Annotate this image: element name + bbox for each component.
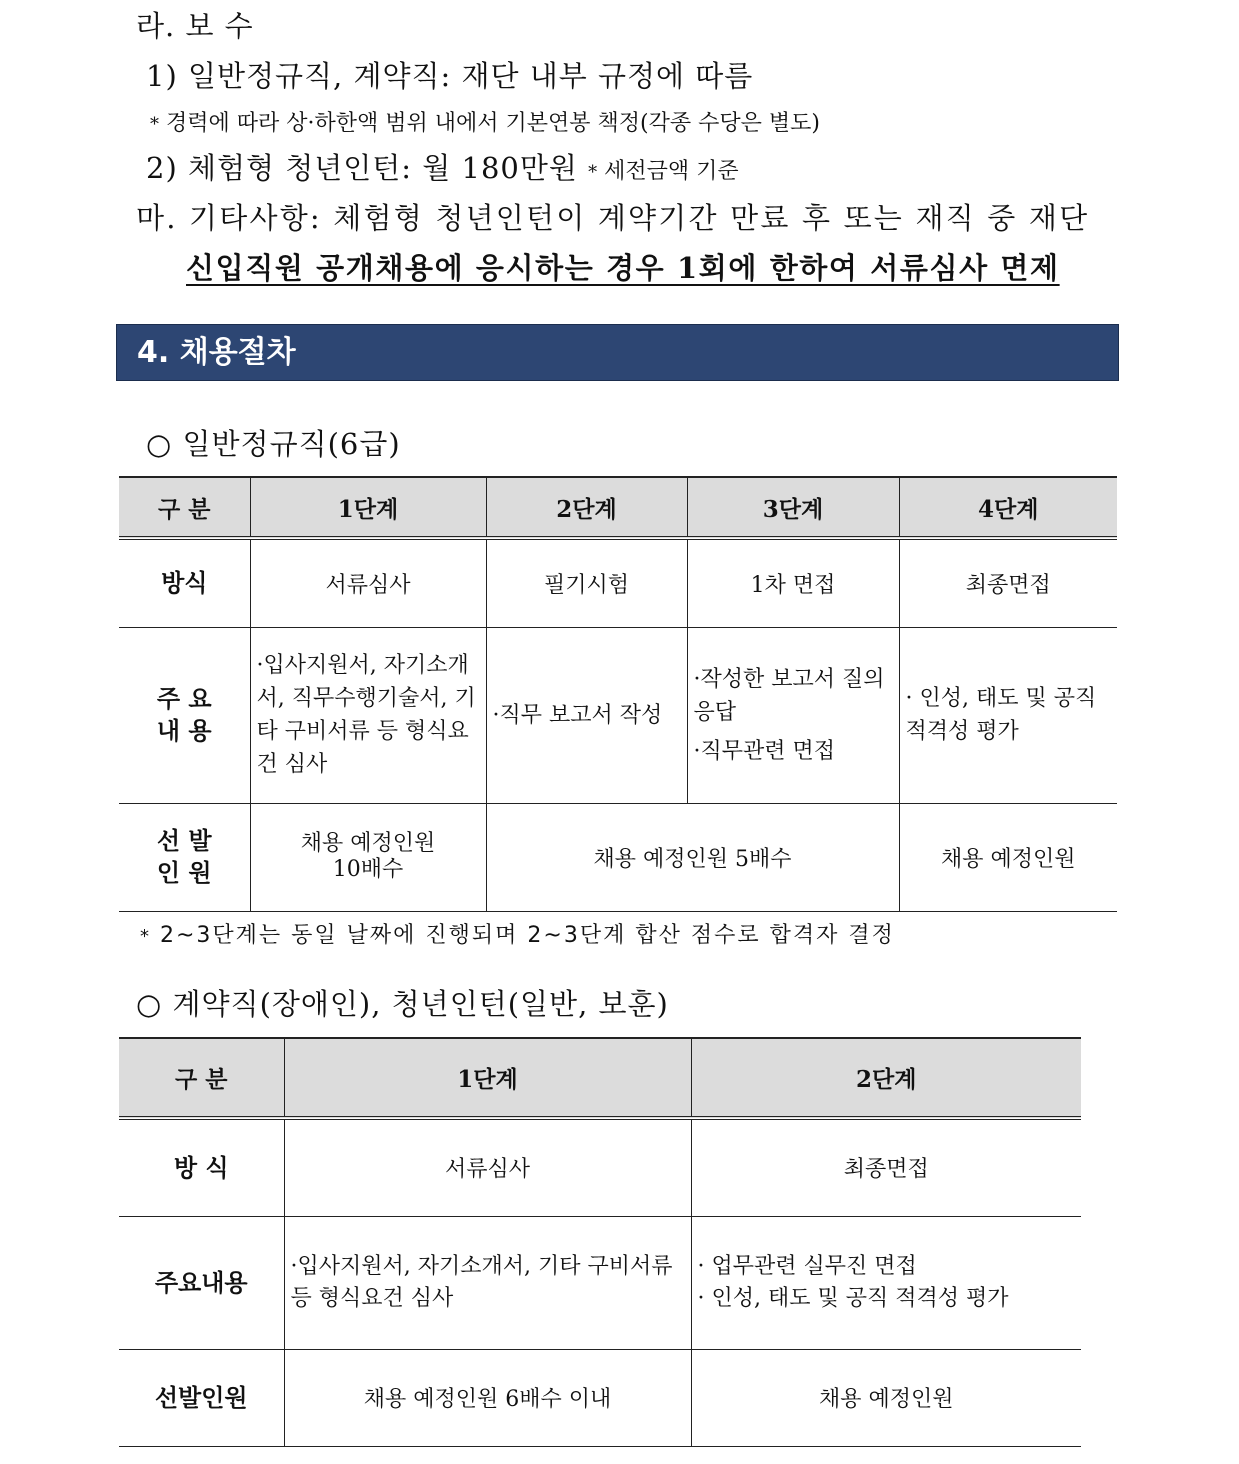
- select-stage-1-line2: 10배수: [332, 857, 404, 882]
- row-label-content-line2: 내 용: [156, 716, 212, 745]
- contract-procedure-table: [119, 1037, 1081, 1447]
- salary-item-intern-text: 2) 체험형 청년인턴: 월 180만원: [146, 151, 578, 185]
- content-stage-3-item-2: ·직무관련 면접: [693, 738, 835, 764]
- table-header-row: [119, 1038, 1081, 1118]
- row-label-select: [119, 803, 250, 911]
- cell-content-stage-2: ·직무 보고서 작성: [486, 627, 687, 803]
- header-stage-1: 1단계: [284, 1038, 691, 1118]
- cell-method-stage-3: 1차 면접: [687, 538, 899, 627]
- note-marker: *: [140, 926, 151, 947]
- row-label-method: 방 식: [119, 1118, 284, 1216]
- cell-method-stage-2: 최종면접: [691, 1118, 1081, 1216]
- row-label-select-line2: 인 원: [156, 858, 212, 887]
- cell-select-stage-1: [250, 803, 486, 911]
- salary-item-intern: [146, 146, 739, 187]
- select-stage-1-line1: 채용 예정인원: [300, 831, 436, 856]
- section-ma-line2: 신입직원 공개채용에 응시하는 경우 1회에 한하여 서류심사 면제: [186, 251, 1060, 285]
- table-row: [119, 1349, 1081, 1446]
- cell-select-stage-4: 채용 예정인원: [899, 803, 1117, 911]
- header-category: 구 분: [119, 1038, 284, 1118]
- section-4-title-bar: 4. 채용절차: [116, 324, 1119, 381]
- header-category: 구 분: [119, 477, 250, 538]
- content-stage-3-item-1: ·작성한 보고서 질의응답: [693, 666, 885, 725]
- cell-select-stage-2-3: 채용 예정인원 5배수: [486, 803, 899, 911]
- table-row: [119, 538, 1117, 627]
- header-stage-1: 1단계: [250, 477, 486, 538]
- cell-select-stage-2: 채용 예정인원: [691, 1349, 1081, 1446]
- table-row: [119, 627, 1117, 803]
- header-stage-2: 2단계: [486, 477, 687, 538]
- row-label-content: [119, 627, 250, 803]
- header-stage-4: 4단계: [899, 477, 1117, 538]
- header-stage-2: 2단계: [691, 1038, 1081, 1118]
- row-label-method: 방식: [119, 538, 250, 627]
- regular-table-note-text: 2~3단계는 동일 날짜에 진행되며 2~3단계 합산 점수로 합격자 결정: [160, 923, 895, 948]
- contract-heading: ○ 계약직(장애인), 청년인턴(일반, 보훈): [136, 987, 669, 1021]
- cell-content-stage-1: ·입사지원서, 자기소개서, 기타 구비서류 등 형식요건 심사: [284, 1216, 691, 1349]
- row-label-content: 주요내용: [119, 1216, 284, 1349]
- salary-item-regular: 1) 일반정규직, 계약직: 재단 내부 규정에 따름: [146, 59, 754, 93]
- content-stage-2-item-1: · 업무관련 실무진 면접: [697, 1253, 917, 1279]
- row-label-select: 선발인원: [119, 1349, 284, 1446]
- regular-heading: ○ 일반정규직(6급): [146, 427, 401, 461]
- salary-note: [150, 106, 820, 137]
- cell-method-stage-1: 서류심사: [284, 1118, 691, 1216]
- cell-content-stage-1: ·입사지원서, 자기소개서, 직무수행기술서, 기타 구비서류 등 형식요건 심사: [250, 627, 486, 803]
- table-header-row: [119, 477, 1117, 538]
- cell-method-stage-1: 서류심사: [250, 538, 486, 627]
- row-label-select-line1: 선 발: [156, 826, 212, 855]
- content-stage-2-item-2: · 인성, 태도 및 공직 적격성 평가: [697, 1285, 1009, 1311]
- regular-procedure-table: [119, 476, 1117, 912]
- section-ma-line1: 마. 기타사항: 체험형 청년인턴이 계약기간 만료 후 또는 재직 중 재단: [136, 201, 1090, 235]
- cell-select-stage-1: 채용 예정인원 6배수 이내: [284, 1349, 691, 1446]
- cell-method-stage-4: 최종면접: [899, 538, 1117, 627]
- table-row: [119, 803, 1117, 911]
- section-ra-heading: 라. 보 수: [136, 9, 254, 43]
- note-marker: *: [150, 114, 159, 135]
- cell-content-stage-4: · 인성, 태도 및 공직 적격성 평가: [899, 627, 1117, 803]
- table-row: [119, 1118, 1081, 1216]
- row-label-content-line1: 주 요: [156, 684, 212, 713]
- cell-content-stage-3: [687, 627, 899, 803]
- cell-content-stage-2: [691, 1216, 1081, 1349]
- cell-method-stage-2: 필기시험: [486, 538, 687, 627]
- note-marker: *: [588, 162, 598, 183]
- salary-intern-note: 세전금액 기준: [604, 159, 739, 184]
- salary-note-text: 경력에 따라 상·하한액 범위 내에서 기본연봉 책정(각종 수당은 별도): [166, 111, 820, 136]
- header-stage-3: 3단계: [687, 477, 899, 538]
- table-row: [119, 1216, 1081, 1349]
- regular-table-note: [140, 918, 895, 949]
